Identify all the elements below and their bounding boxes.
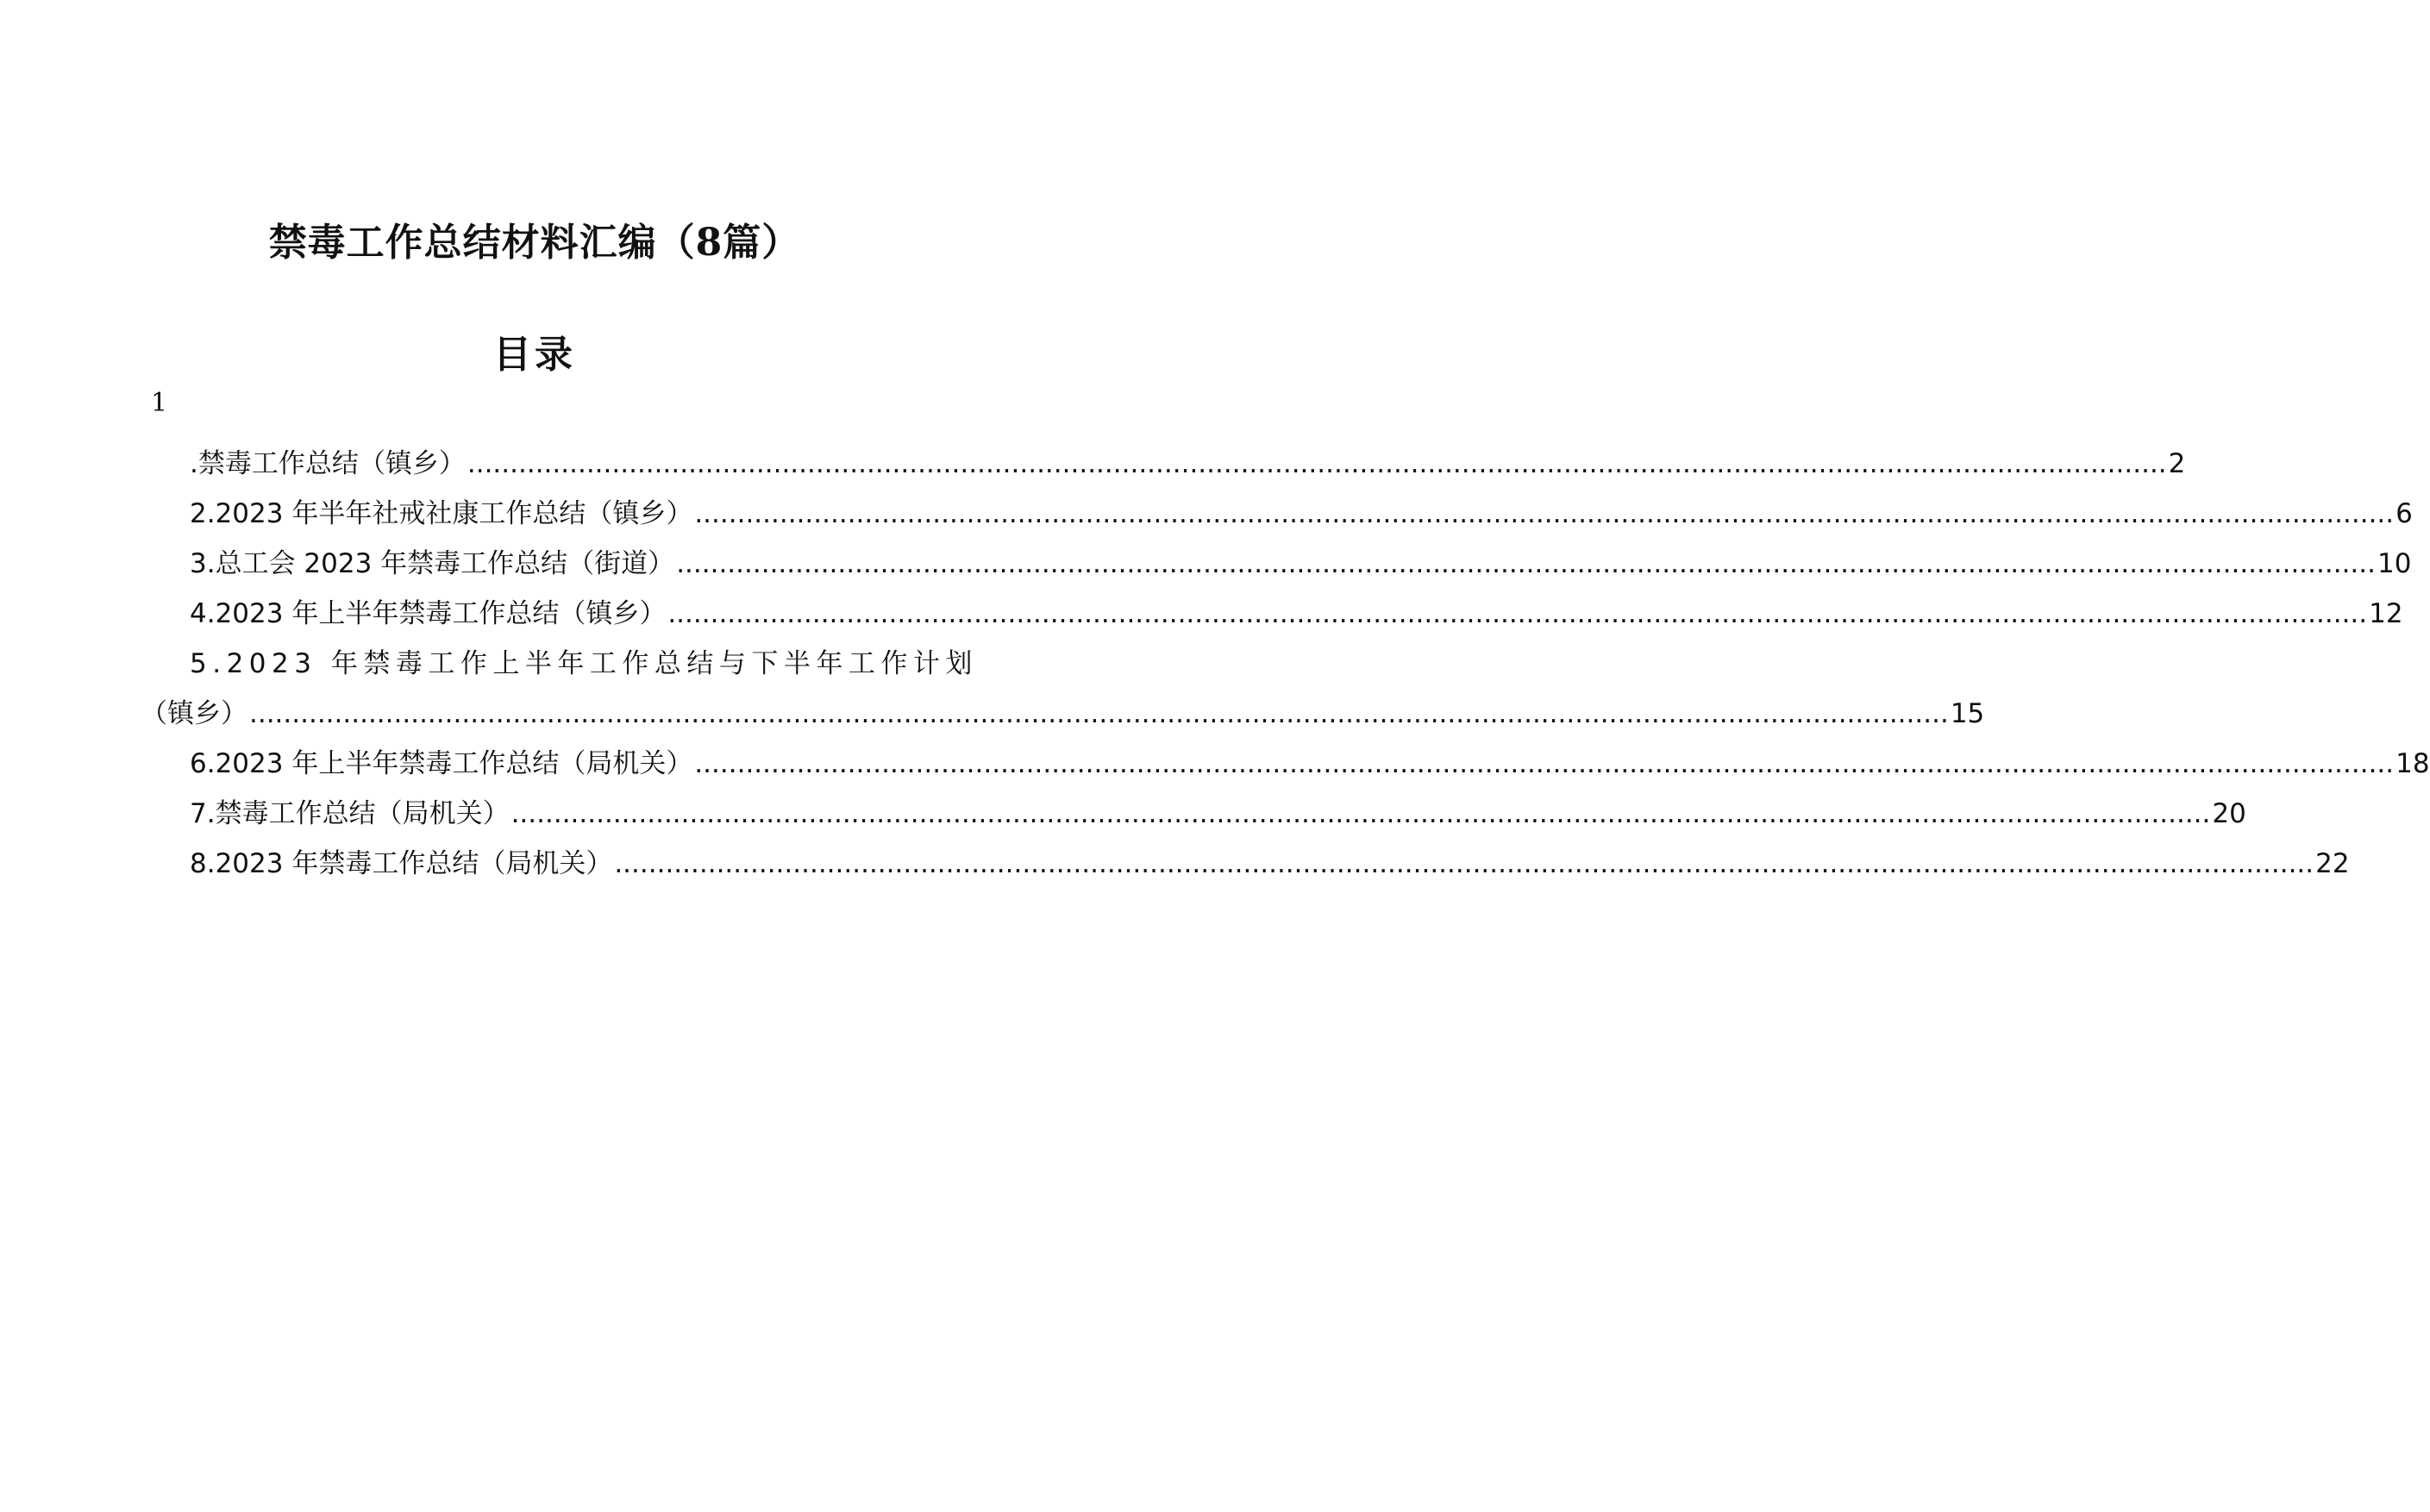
toc-entry-page: 18 — [2396, 748, 2430, 779]
toc-entry-page: 20 — [2212, 798, 2246, 829]
toc-entry-3[interactable] — [190, 544, 2412, 584]
toc-entry-title: 5.2023 年禁毒工作上半年工作总结与下半年工作计划 — [190, 648, 978, 679]
toc-entry-2[interactable] — [190, 494, 2413, 534]
toc-entry-page: 12 — [2369, 598, 2403, 629]
toc-leader-dots: ........................................................................................................................................................................................................ — [694, 498, 2395, 529]
toc-entry-title: 6.2023 年上半年禁毒工作总结（局机关） — [190, 748, 693, 779]
toc-leader-dots: ........................................................................................................................................................................................................ — [667, 598, 2368, 629]
toc-entry-page: 6 — [2396, 498, 2413, 529]
toc-entry-6[interactable] — [190, 744, 2430, 784]
toc-entry-page: 15 — [1950, 698, 1985, 729]
toc-entry-title: 3.总工会 2023 年禁毒工作总结（街道） — [190, 548, 675, 579]
toc-entry-title-continued: （镇乡） — [141, 698, 247, 729]
toc-leader-dots: ........................................................................................................................................................................................................ — [694, 748, 2395, 779]
toc-leader-dots: ........................................................................................................................................................................................................ — [249, 698, 1949, 729]
toc-entry-5-line-1[interactable] — [190, 644, 978, 684]
toc-entry-5-line-2[interactable] — [141, 694, 1985, 734]
stray-page-number: 1 — [151, 388, 168, 418]
toc-entry-8[interactable] — [190, 844, 2350, 884]
toc-leader-dots: ........................................................................................................................................................................................................ — [467, 448, 2167, 479]
toc-entry-page: 10 — [2377, 548, 2412, 579]
toc-heading: 目录 — [493, 333, 576, 377]
toc-entry-title: 7.禁毒工作总结（局机关） — [190, 798, 510, 829]
toc-entry-title: 2.2023 年半年社戒社康工作总结（镇乡） — [190, 498, 693, 529]
document-title: 禁毒工作总结材料汇编（8篇） — [268, 221, 801, 265]
toc-entry-page: 22 — [2315, 848, 2350, 879]
toc-leader-dots: ........................................................................................................................................................................................................ — [614, 848, 2314, 879]
toc-leader-dots: ........................................................................................................................................................................................................ — [510, 798, 2211, 829]
toc-entry-title: 4.2023 年上半年禁毒工作总结（镇乡） — [190, 598, 667, 629]
toc-entry-title: .禁毒工作总结（镇乡） — [190, 448, 466, 479]
toc-entry-1[interactable] — [190, 444, 2186, 484]
toc-entry-title: 8.2023 年禁毒工作总结（局机关） — [190, 848, 613, 879]
toc-entry-7[interactable] — [190, 794, 2246, 834]
toc-entry-page: 2 — [2168, 448, 2186, 479]
toc-leader-dots: ........................................................................................................................................................................................................ — [676, 548, 2376, 579]
toc-entry-4[interactable] — [190, 594, 2403, 634]
